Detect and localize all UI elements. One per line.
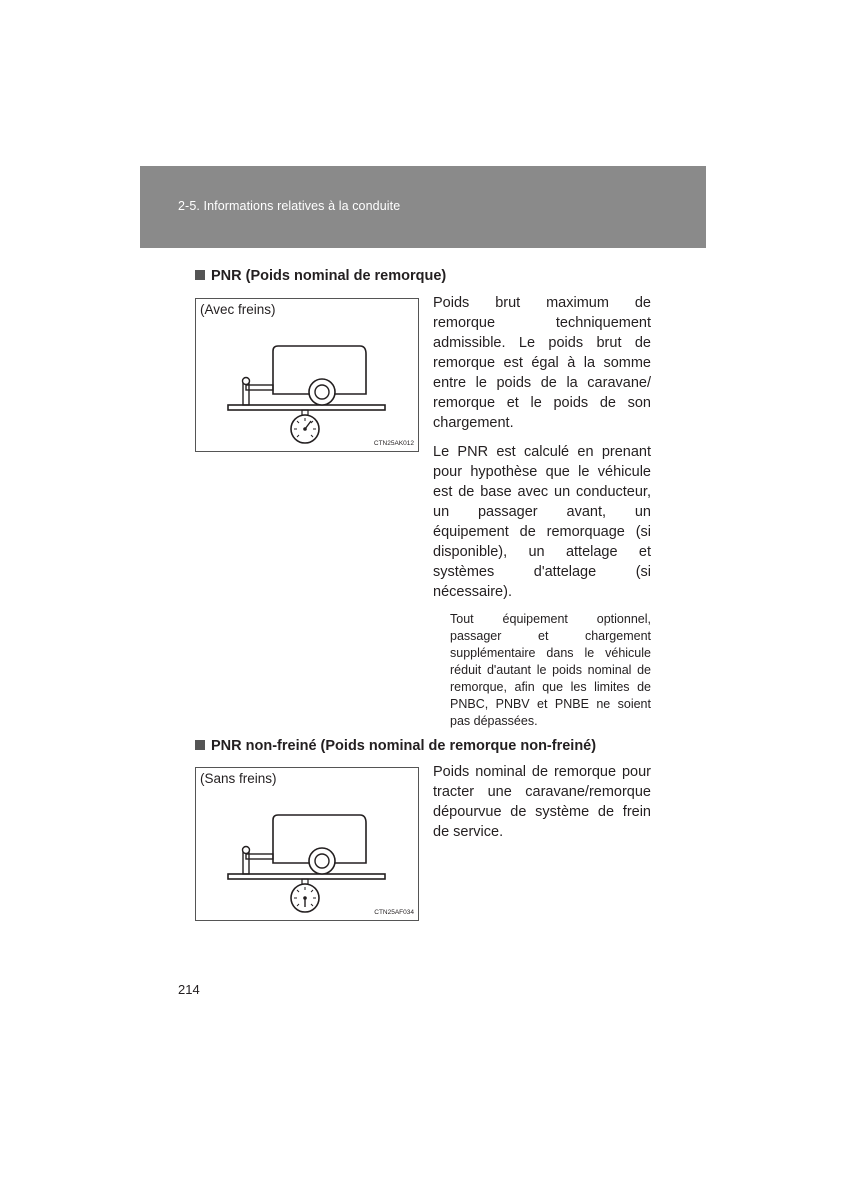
figure-code: CTN25AF034 <box>374 909 414 916</box>
note-pnr-options: Tout équipement optionnel, passager et chargement supplémentaire dans le véhicule réduit d'autant le poids nominal de remorque, afin que les limites de PNBC, PNBV et PNBE ne soient pas dépassées. <box>450 612 651 728</box>
figure-caption: (Sans freins) <box>200 771 277 786</box>
bullet-square-icon <box>195 740 205 750</box>
trailer-scale-illustration <box>196 768 420 922</box>
page-number: 214 <box>178 982 200 997</box>
paragraph-pnr-definition: Poids brut maximum de remorque techniquement admissible. Le poids brut de remorque est égal à la somme entre le poids de la caravane/ remorque et le poids de son chargement. <box>433 295 651 431</box>
figure-trailer-with-brakes <box>195 298 419 452</box>
paragraph-pnr-unbraked-definition: Poids nominal de remorque pour tracter une caravane/remorque dépourvue de système de frein de service. <box>433 764 651 840</box>
section-heading-pnr <box>195 268 446 284</box>
paragraph-pnr-calculation: Le PNR est calculé en prenant pour hypothèse que le véhicule est de base avec un conducteur, un passager avant, un équipement de remorquage (si disponible), un attelage et systèmes d'attelage (si nécessaire). <box>433 444 651 600</box>
header-band <box>140 166 706 248</box>
section-header-title: 2-5. Informations relatives à la conduite <box>178 199 401 213</box>
trailer-scale-illustration <box>196 299 420 453</box>
figure-trailer-without-brakes <box>195 767 419 921</box>
section-heading-pnr-unbraked <box>195 738 596 754</box>
bullet-square-icon <box>195 270 205 280</box>
section-heading-text: PNR (Poids nominal de remorque) <box>211 268 447 284</box>
section-heading-text: PNR non-freiné (Poids nominal de remorque non-freiné) <box>211 738 597 754</box>
figure-caption: (Avec freins) <box>200 302 276 317</box>
figure-code: CTN25AK012 <box>373 440 414 447</box>
